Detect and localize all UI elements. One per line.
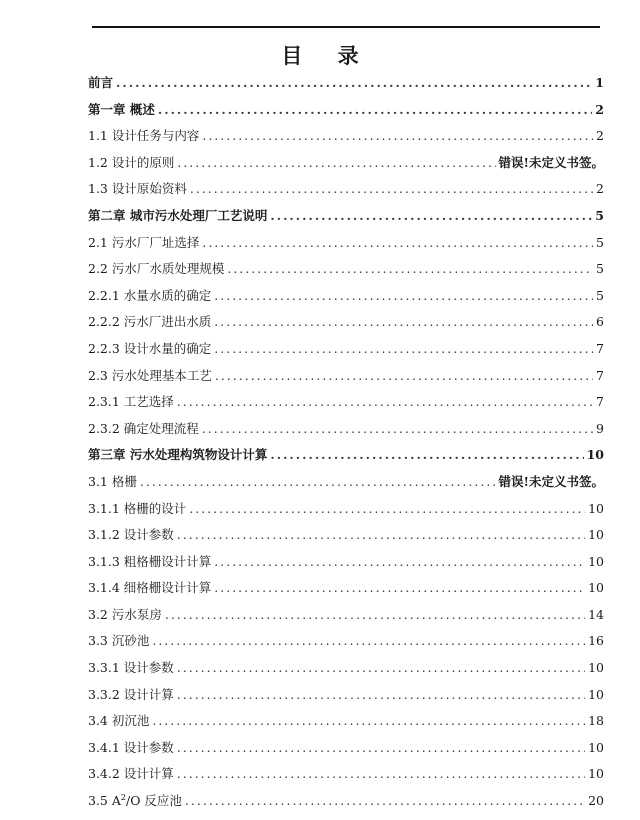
toc-entry-label: 2.3.1 工艺选择 (88, 394, 174, 410)
toc-entry-2-3-1[interactable] (88, 389, 604, 416)
toc-entry-1-3[interactable] (88, 176, 604, 203)
toc-entry-label: 3.4 初沉池 (88, 713, 150, 729)
dot-leader (227, 256, 593, 283)
toc-entry-page: 20 (588, 793, 604, 809)
toc-entry-label (88, 788, 182, 815)
toc-entry-page: 7 (596, 394, 604, 410)
toc-entry-2-3[interactable] (88, 363, 604, 390)
toc-entry-chapter-1[interactable] (88, 97, 604, 124)
toc-entry-2-1[interactable] (88, 230, 604, 257)
toc-entry-label: 3.1.1 格栅的设计 (88, 500, 187, 516)
dot-leader (177, 150, 495, 177)
dot-leader (185, 788, 585, 815)
toc-entry-3-3-2[interactable] (88, 682, 604, 709)
dot-leader (177, 655, 585, 682)
toc-entry-label: 2.2.1 水量水质的确定 (88, 287, 212, 303)
toc-entry-page: 10 (588, 739, 604, 755)
toc-entry-page: 6 (596, 314, 604, 330)
toc-entry-chapter-3[interactable] (88, 442, 604, 469)
toc-entry-3-3[interactable] (88, 628, 604, 655)
top-rule (92, 26, 600, 28)
dot-leader (177, 735, 585, 762)
toc-entry-label-superscript: 2 (120, 792, 126, 802)
toc-entry-label: 3.3 沉砂池 (88, 633, 150, 649)
toc-entry-page: 1 (595, 75, 604, 90)
toc-entry-label: 第三章 污水处理构筑物设计计算 (88, 447, 268, 463)
toc-entry-page: 7 (596, 367, 604, 383)
toc-entry-page: 10 (588, 553, 604, 569)
dot-leader (116, 70, 592, 97)
toc-entry-3-5[interactable] (88, 788, 604, 815)
toc-entry-2-2-2[interactable] (88, 309, 604, 336)
dot-leader (214, 309, 593, 336)
toc-entry-label: 1.3 设计原始资料 (88, 181, 187, 197)
toc-entry-3-4[interactable] (88, 708, 604, 735)
toc-list (88, 70, 604, 815)
dot-leader (177, 522, 585, 549)
toc-entry-3-1-3[interactable] (88, 549, 604, 576)
dot-leader (215, 363, 593, 390)
toc-entry-3-1-1[interactable] (88, 496, 604, 523)
dot-leader (202, 230, 593, 257)
toc-entry-page: 5 (596, 287, 604, 303)
dot-leader (152, 708, 585, 735)
toc-entry-3-1-2[interactable] (88, 522, 604, 549)
dot-leader (214, 549, 585, 576)
toc-entry-preface[interactable] (88, 70, 604, 97)
toc-entry-3-4-1[interactable] (88, 735, 604, 762)
dot-leader (189, 496, 585, 523)
toc-entry-label-suffix: /O 反应池 (125, 793, 182, 809)
toc-entry-label: 3.4.1 设计参数 (88, 739, 174, 755)
toc-entry-page: 5 (596, 261, 604, 277)
toc-entry-page: 2 (595, 101, 604, 117)
toc-entry-label: 第一章 概述 (88, 101, 155, 117)
toc-entry-page: 10 (588, 580, 604, 596)
dot-leader (177, 682, 585, 709)
toc-entry-page: 2 (596, 128, 604, 144)
toc-entry-page: 9 (596, 420, 604, 436)
dot-leader (152, 628, 585, 655)
toc-entry-label: 3.3.1 设计参数 (88, 660, 174, 676)
toc-entry-2-3-2[interactable] (88, 416, 604, 443)
toc-entry-3-1[interactable] (88, 469, 604, 496)
toc-entry-label: 前言 (88, 75, 114, 90)
toc-entry-label: 3.4.2 设计计算 (88, 766, 174, 782)
dot-leader (202, 416, 593, 443)
toc-entry-page: 10 (588, 766, 604, 782)
toc-entry-page: 14 (588, 606, 604, 622)
dot-leader (214, 283, 593, 310)
toc-entry-label-prefix: 3.5 A (88, 793, 121, 809)
dot-leader (214, 575, 585, 602)
toc-entry-page-error: 错误!未定义书签。 (498, 473, 604, 489)
toc-entry-page: 16 (588, 633, 604, 649)
toc-entry-label: 2.3 污水处理基本工艺 (88, 367, 212, 383)
toc-entry-2-2-1[interactable] (88, 283, 604, 310)
toc-entry-2-2-3[interactable] (88, 336, 604, 363)
dot-leader (158, 97, 592, 124)
dot-leader (270, 203, 592, 230)
dot-leader (140, 469, 496, 496)
dot-leader (177, 761, 585, 788)
toc-entry-2-2[interactable] (88, 256, 604, 283)
toc-entry-label: 3.3.2 设计计算 (88, 686, 174, 702)
toc-entry-page: 18 (588, 713, 604, 729)
toc-entry-page-error: 错误!未定义书签。 (498, 154, 604, 170)
toc-entry-page: 5 (596, 234, 604, 250)
toc-entry-3-1-4[interactable] (88, 575, 604, 602)
toc-entry-3-3-1[interactable] (88, 655, 604, 682)
dot-leader (214, 336, 593, 363)
dot-leader (202, 123, 593, 150)
dot-leader (177, 389, 593, 416)
dot-leader (270, 442, 583, 469)
toc-entry-page: 10 (588, 686, 604, 702)
toc-entry-label: 3.1.2 设计参数 (88, 527, 174, 543)
toc-entry-3-4-2[interactable] (88, 761, 604, 788)
toc-entry-page: 10 (588, 660, 604, 676)
toc-entry-1-2[interactable] (88, 150, 604, 177)
toc-entry-1-1[interactable] (88, 123, 604, 150)
toc-entry-label: 2.2 污水厂水质处理规模 (88, 261, 225, 277)
toc-entry-label: 1.2 设计的原则 (88, 154, 175, 170)
toc-entry-label: 2.2.2 污水厂进出水质 (88, 314, 212, 330)
toc-entry-page: 7 (596, 340, 604, 356)
toc-entry-page: 10 (586, 447, 604, 463)
dot-leader (165, 602, 585, 629)
toc-entry-label: 3.1 格栅 (88, 473, 137, 489)
toc-entry-label: 3.1.3 粗格栅设计计算 (88, 553, 212, 569)
toc-entry-3-2[interactable] (88, 602, 604, 629)
toc-entry-page: 10 (588, 500, 604, 516)
toc-entry-label: 2.1 污水厂厂址选择 (88, 234, 200, 250)
toc-entry-page: 5 (595, 207, 604, 223)
toc-entry-label: 3.1.4 细格栅设计计算 (88, 580, 212, 596)
toc-entry-label: 2.3.2 确定处理流程 (88, 420, 199, 436)
toc-entry-chapter-2[interactable] (88, 203, 604, 230)
toc-entry-label: 3.2 污水泵房 (88, 606, 162, 622)
toc-entry-label: 1.1 设计任务与内容 (88, 128, 200, 144)
dot-leader (190, 176, 593, 203)
toc-entry-page: 2 (596, 181, 604, 197)
toc-entry-page: 10 (588, 527, 604, 543)
toc-title: 目 录 (281, 43, 373, 68)
toc-entry-label: 2.2.3 设计水量的确定 (88, 340, 212, 356)
toc-entry-label: 第二章 城市污水处理厂工艺说明 (88, 207, 268, 223)
